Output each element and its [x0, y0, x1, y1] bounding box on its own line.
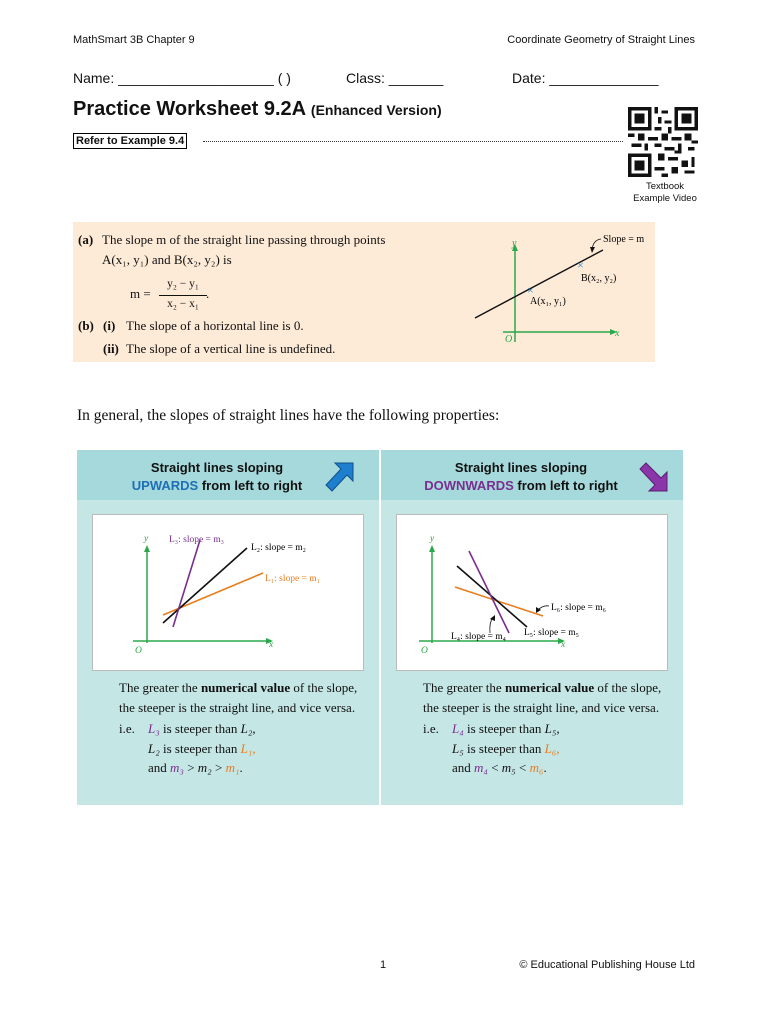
header-chapter: MathSmart 3B Chapter 9 — [73, 34, 195, 46]
upwards-explanation — [119, 678, 369, 778]
term: L₃ — [148, 721, 160, 736]
ie-prefix: i.e. — [119, 721, 135, 736]
term: . — [239, 760, 243, 775]
formula-denominator: x₂ − x₁ — [167, 298, 199, 310]
ie-line-2 — [119, 739, 369, 759]
term: L₄ — [452, 721, 464, 736]
title-sub: (Enhanced Version) — [310, 102, 442, 118]
explanation-paragraph — [423, 678, 673, 717]
term: is steeper than — [163, 740, 238, 756]
term: m₁ — [225, 760, 240, 775]
ie-line-3 — [423, 758, 673, 778]
label-l6: L₆: slope = m₆ — [551, 603, 606, 613]
dotted-rule — [203, 141, 623, 142]
summary-box — [73, 222, 655, 362]
label-l1: L₁: slope = m₁ — [265, 574, 320, 584]
term: m₅ — [501, 760, 516, 775]
part-a-line1: The slope m of the straight line passing through points — [102, 232, 386, 247]
y-axis-label: y — [430, 534, 435, 544]
upwards-header-text — [107, 459, 327, 495]
refer-example-label: Refer to Example 9.4 — [73, 133, 187, 149]
line-l3 — [173, 540, 200, 627]
date-field[interactable]: Date: ______________ — [512, 70, 659, 86]
text-part: The greater the — [423, 680, 502, 695]
upwards-word: UPWARDS — [131, 478, 199, 493]
downwards-panel-header — [381, 450, 683, 500]
formula-end: . — [206, 286, 210, 301]
term: L₁, — [240, 740, 256, 756]
term: . — [543, 760, 547, 775]
header-topic: Coordinate Geometry of Straight Lines — [507, 34, 695, 46]
arrow-down-right-icon — [637, 460, 671, 494]
origin-label: O — [135, 646, 142, 656]
term: is steeper than — [467, 721, 542, 736]
part-b-i-label: (i) — [103, 318, 116, 333]
header-rest: from left to right — [517, 478, 618, 493]
header-line2 — [107, 477, 327, 495]
term: is steeper than — [467, 740, 542, 756]
term: m₆ — [529, 760, 544, 775]
slope-diagram — [463, 228, 653, 358]
point-b-label: B(x₂, y₂) — [581, 273, 617, 284]
text-bold: numerical value — [200, 680, 291, 695]
term: L₆, — [544, 740, 560, 756]
text-bold: numerical value — [504, 680, 595, 695]
qr-caption-line: Example Video — [633, 193, 697, 204]
term: > — [214, 760, 223, 775]
term: and — [148, 760, 167, 775]
worksheet-title — [73, 98, 442, 121]
y-axis-arrow — [429, 545, 435, 552]
pointer-l4-head — [490, 615, 495, 621]
term: < — [491, 760, 499, 775]
ie-line-2 — [423, 739, 673, 759]
ie-prefix: i.e. — [423, 721, 439, 736]
part-b-label: (b) — [78, 318, 94, 333]
part-b-ii-label: (ii) — [103, 341, 119, 356]
upwards-panel — [77, 450, 379, 805]
downwards-graph-svg — [397, 515, 669, 672]
label-l4: L₄: slope = m₄ — [451, 632, 506, 642]
term: > — [187, 760, 195, 775]
title-main: Practice Worksheet 9.2A — [73, 98, 306, 120]
origin-label: O — [505, 334, 513, 345]
explanation-paragraph — [119, 678, 369, 717]
ie-line-3 — [119, 758, 369, 778]
header-line1: Straight lines sloping — [454, 460, 588, 475]
term: m₃ — [170, 760, 184, 775]
label-l2: L₂: slope = m₂ — [251, 543, 306, 553]
page-number: 1 — [380, 959, 387, 971]
text-part: of the slope, the steeper is the straight line, and vice versa. — [119, 680, 358, 715]
arrow-up-right-icon — [323, 460, 357, 494]
y-axis-label: y — [512, 238, 517, 249]
part-a-label: (a) — [78, 232, 94, 247]
label-l3: L₃: slope = m₃ — [169, 535, 224, 545]
origin-label: O — [421, 646, 428, 656]
qr-caption-line: Textbook — [645, 181, 685, 192]
header-line2 — [411, 477, 631, 495]
formula-numerator: y₂ − y₁ — [167, 278, 199, 290]
x-axis-label: x — [561, 640, 566, 650]
x-axis-label: x — [269, 640, 274, 650]
term: < — [518, 760, 527, 775]
upwards-graph — [92, 514, 364, 671]
part-a-line2: A(x₁, y₁) and B(x₂, y₂) is — [102, 252, 232, 267]
term: L₅, — [544, 721, 560, 736]
fraction-bar — [159, 295, 207, 296]
part-b-i-text: The slope of a horizontal line is 0. — [126, 318, 304, 333]
slope-pointer-head — [590, 247, 595, 253]
slope-label: Slope = m — [603, 234, 645, 245]
point-b-marker: × — [577, 258, 584, 272]
term: is steeper than — [163, 721, 238, 736]
general-statement: In general, the slopes of straight lines have the following properties: — [77, 407, 500, 424]
qr-caption — [620, 181, 710, 205]
term: m₄ — [474, 760, 488, 775]
downwards-explanation — [423, 678, 673, 778]
x-axis-label: x — [615, 328, 620, 339]
ie-line-1 — [119, 719, 369, 739]
header-line1: Straight lines sloping — [150, 460, 284, 475]
y-axis-label: y — [144, 534, 149, 544]
downwards-panel — [381, 450, 683, 805]
text-part: of the slope, the steeper is the straight line, and vice versa. — [423, 680, 662, 715]
downwards-header-text — [411, 459, 631, 495]
label-l5: L₅: slope = m₅ — [524, 628, 579, 638]
point-a-label: A(x₁, y₁) — [530, 296, 566, 307]
downwards-graph — [396, 514, 668, 671]
term: L₅ — [452, 740, 464, 756]
header-rest: from left to right — [201, 478, 303, 493]
upwards-panel-header — [77, 450, 379, 500]
y-axis-arrow — [144, 545, 150, 552]
point-a-marker: × — [527, 283, 534, 297]
downwards-word: DOWNWARDS — [424, 478, 514, 493]
upwards-graph-svg — [93, 515, 365, 672]
part-b-ii-text: The slope of a vertical line is undefined. — [126, 341, 336, 356]
ie-line-1 — [423, 719, 673, 739]
qr-code[interactable] — [628, 107, 698, 177]
name-field[interactable]: Name: ____________________ ( ) — [73, 70, 291, 86]
term: m₂ — [197, 760, 212, 775]
footer-copyright: © Educational Publishing House Ltd — [519, 959, 695, 971]
text-part: The greater the — [119, 680, 198, 695]
line-l4 — [469, 551, 509, 633]
term: L₂ — [148, 740, 160, 756]
class-field[interactable]: Class: _______ — [346, 70, 444, 86]
term: L₂, — [240, 721, 256, 736]
slope-line — [475, 250, 603, 318]
formula-lhs: m = — [130, 286, 151, 301]
term: and — [452, 760, 471, 775]
